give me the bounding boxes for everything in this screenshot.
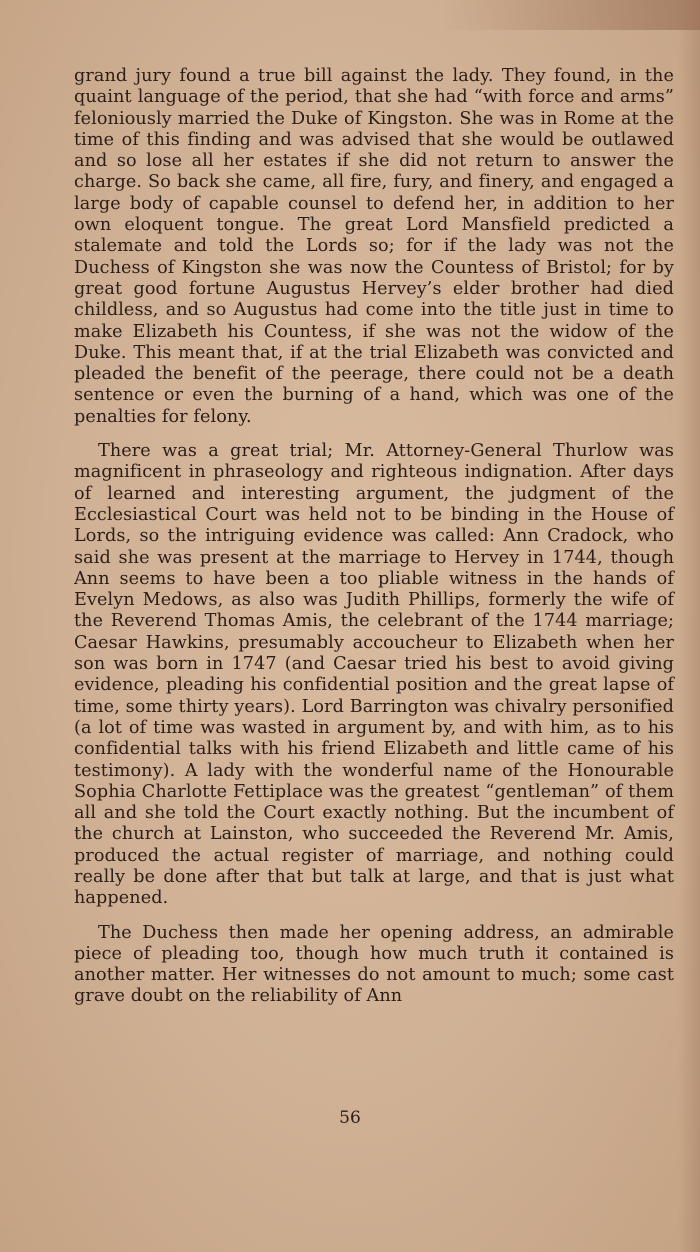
paragraph-continued: grand jury found a true bill against the lady. They found, in the quaint language of the period, that she had “with force and arms” feloniously married the Duke of Kingston. She was in Rome at the time of this finding and was advised that she would be outlawed and so lose all her estates if she did not return to answer the charge. So back she came, all fire, fury, and finery, and engaged a large body of capable counsel to defend her, in addition to her own eloquent tongue. The great Lord Mansfield predicted a stalemate and told the Lords so; for if the lady was not the Duchess of Kingston she was now the Countess of Bristol; for by great good fortune Augustus Hervey’s elder brother had died childless, and so Augustus had come into the title just in time to make Elizabeth his Countess, if she was not the widow of the Duke. This meant that, if at the trial Elizabeth was convicted and pleaded the benefit of the peerage, there could not be a death sentence or even the burning of a hand, which was one of the penalties for felony. — [74, 66, 674, 427]
page-number: 56 — [339, 1108, 361, 1128]
body-text — [74, 66, 674, 1021]
paragraph-trial: There was a great trial; Mr. Attorney-General Thurlow was magnificent in phraseology and righteous indignation. After days of learned and interesting argument, the judgment of the Ecclesiastical Court was held not to be binding in the House of Lords, so the intriguing evidence was called: Ann Cradock, who said she was present at the marriage to Hervey in 1744, though Ann seems to have been a too pliable witness in the hands of Evelyn Medows, as also was Judith Phillips, formerly the wife of the Reverend Thomas Amis, the celebrant of the 1744 marriage; Caesar Hawkins, presumably accoucheur to Elizabeth when her son was born in 1747 (and Caesar tried his best to avoid giving evidence, pleading his confidential position and the great lapse of time, some thirty years). Lord Barrington was chivalry personified (a lot of time was wasted in argument by, and with him, as to his confidential talks with his friend Elizabeth and little came of his testimony). A lady with the wonderful name of the Honourable Sophia Charlotte Fettiplace was the greatest “gentleman” of them all and she told the Court exactly nothing. But the incumbent of the church at Lainston, who succeeded the Reverend Mr. Amis, produced the actual register of marriage, and nothing could really be done after that but talk at large, and that is just what happened. — [74, 441, 674, 909]
paragraph-duchess-address: The Duchess then made her opening address, an admirable piece of pleading too, though how much truth it contained is another matter. Her witnesses do not amount to much; some cast grave doubt on the reliability of Ann — [74, 922, 674, 1007]
page-stain — [440, 0, 700, 30]
page-edge-shadow — [678, 0, 700, 1252]
